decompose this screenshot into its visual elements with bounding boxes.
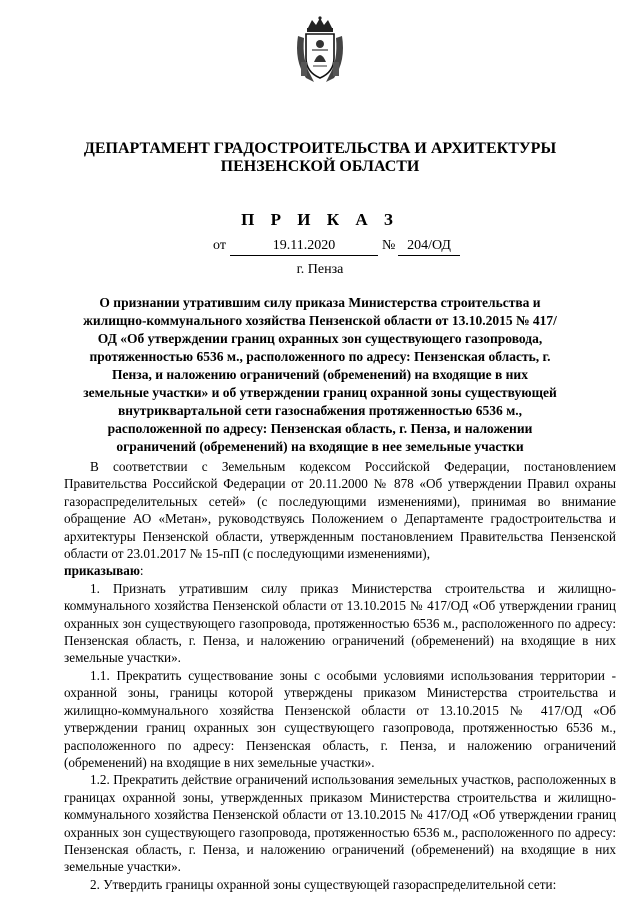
intro-paragraph [64,458,616,580]
order-number: 204/ОД [398,238,460,256]
department-name [40,140,600,176]
number-label: № [382,238,396,253]
order-body [64,458,616,893]
from-label: от [213,238,226,253]
orders-colon: : [139,563,144,579]
order-city: г. Пенза [296,262,344,277]
clause-1: 1. Признать утратившим силу приказ Министерства строительства и жилищно-коммунального хозяйства Пензенской области от 13.10.2015 № 417/ОД «Об утверждении границ охранных зон существующего газопровода, протяженностью 6536 м., расположенного по адресу: Пензенская область, г. Пенза, и наложению ограничений (обременений) на входящие в них земельные участки». [64,580,616,666]
order-date: 19.11.2020 [230,238,378,256]
order-title: П Р И К А З [241,210,399,229]
order-subject: О признании утратившим силу приказа Министерства строительства и жилищно-коммунального хозяйства Пензенской области от 13.10.2015 № 417/ОД «Об утверждении границ охранных зон существующего газопровода, протяженностью 6536 м., расположенного по адресу: Пензенская область, г. Пенза, и наложению ограничений (обременений) на входящие в них земельные участки» и об утверждении границ охранной зоны существующей внутриквартальной сети газоснабжения протяженностью 6536 м., расположенной по адресу: Пензенская область, г. Пенза, и наложении ограничений (обременений) на входящие в нее земельные участки [83,295,557,454]
orders-word: приказываю [64,563,140,579]
intro-text: В соответствии с Земельным кодексом Российской Федерации, постановлением Правительства Российской Федерации от 20.11.2000 № 878 «Об утверждении Правил охраны газораспределительных сетей» (с последующими изменениями), принимая во внимание обращение АО «Метан», руководствуясь Положением о Департаменте градостроительства и архитектуры Пензенской области, утвержденным постановлением Правительства Пензенской области от 23.01.2017 № 15-пП (с последующими изменениями), [64,459,616,562]
penza-coat-of-arms-icon [292,16,348,86]
department-title: ДЕПАРТАМЕНТ ГРАДОСТРОИТЕЛЬСТВА И АРХИТЕКТУРЫ [83,140,557,157]
clause-2: 2. Утвердить границы охранной зоны существующей газораспределительной сети: [90,876,557,892]
department-region: ПЕНЗЕНСКОЙ ОБЛАСТИ [220,158,420,175]
clause-1-1: 1.1. Прекратить существование зоны с особыми условиями использования территории - охранной зоны, границы которой утверждены приказом Министерства строительства и жилищно-коммунального хозяйства Пензенской области от 13.10.2015 № 417/ОД «Об утверждении границ охранных зон существующего газопровода, протяженностью 6536 м., расположенного по адресу: Пензенская область, г. Пенза, и наложению ограничений (обременений) на входящие в них земельные участки». [64,667,616,770]
clause-1-2: 1.2. Прекратить действие ограничений использования земельных участков, расположенных в границах охранной зоны, утвержденных приказом Министерства строительства и жилищно-коммунального хозяйства Пензенской области от 13.10.2015 № 417/ОД «Об утверждении границ охранных зон существующего газопровода, протяженностью 6536 м., расположенного по адресу: Пензенская область, г. Пенза, и наложению ограничений (обременений) на входящие в них земельные участки». [64,772,616,875]
